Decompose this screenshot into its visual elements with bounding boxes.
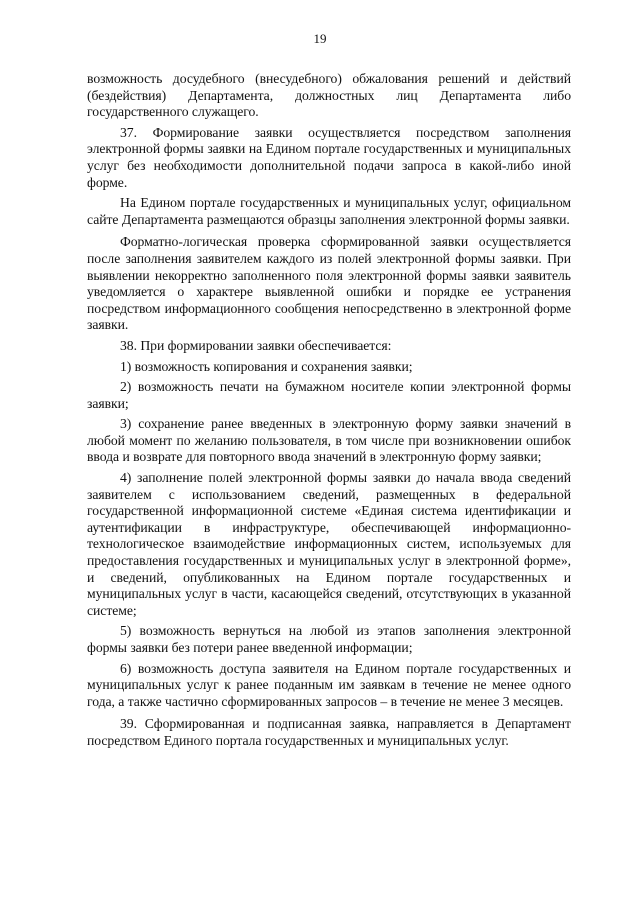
paragraph-clause-37: 37. Формирование заявки осуществляется посредством заполнения электронной формы заявки на Едином портале государственных и муниципальных услуг без необходимости дополнительной подачи запроса в какой-либо иной форме. bbox=[87, 124, 571, 190]
paragraph-continuation: возможность досудебного (внесудебного) обжалования решений и действий (бездействия) Департамента, должностных лиц Департамента либо государственного служащего. bbox=[87, 71, 571, 120]
list-item-38-4: 4) заполнение полей электронной формы заявки до начала ввода сведений заявителем с использованием сведений, размещенных в федеральной государственной информационной системе «Единая система идентификации и аутентификации в инфраструктуре, обеспечивающей информационно-технологическое взаимодействие информационных систем, используемых для предоставления государственных и муниципальных услуг в электронной форме», и сведений, опубликованных на Едином портале государственных и муниципальных услуг в части, касающейся сведений, отсутствующих в указанной системе; bbox=[87, 470, 571, 618]
paragraph-clause-39: 39. Сформированная и подписанная заявка, направляется в Департамент посредством Единого портала государственных и муниципальных услуг. bbox=[87, 716, 571, 748]
list-item-38-6: 6) возможность доступа заявителя на Едином портале государственных и муниципальных услуг к ранее поданным им заявкам в течение не менее одного года, а также частично сформированных запросов – в течение не менее 3 месяцев. bbox=[87, 660, 571, 709]
list-item-38-2: 2) возможность печати на бумажном носителе копии электронной формы заявки; bbox=[87, 379, 571, 411]
page-number: 19 bbox=[313, 31, 327, 46]
list-item-38-1: 1) возможность копирования и сохранения заявки; bbox=[120, 358, 413, 374]
paragraph-clause-38: 38. При формировании заявки обеспечивается: bbox=[120, 337, 392, 353]
list-item-38-3: 3) сохранение ранее введенных в электронную форму заявки значений в любой момент по желанию пользователя, в том числе при возникновении ошибок ввода и возврате для повторного ввода значений в электронную форму заявки; bbox=[87, 416, 571, 465]
paragraph-form-samples: На Едином портале государственных и муниципальных услуг, официальном сайте Департамента размещаются образцы заполнения электронной формы заявки. bbox=[87, 195, 571, 227]
paragraph-format-logic-check: Форматно-логическая проверка сформированной заявки осуществляется после заполнения заявителем каждого из полей электронной формы заявки. При выявлении некорректно заполненного поля электронной формы заявки заявитель уведомляется о характере выявленной ошибки и порядке ее устранения посредством информационного сообщения непосредственно в электронной форме заявки. bbox=[87, 234, 571, 333]
list-item-38-5: 5) возможность вернуться на любой из этапов заполнения электронной формы заявки без потери ранее введенной информации; bbox=[87, 623, 571, 655]
document-body bbox=[87, 71, 571, 750]
